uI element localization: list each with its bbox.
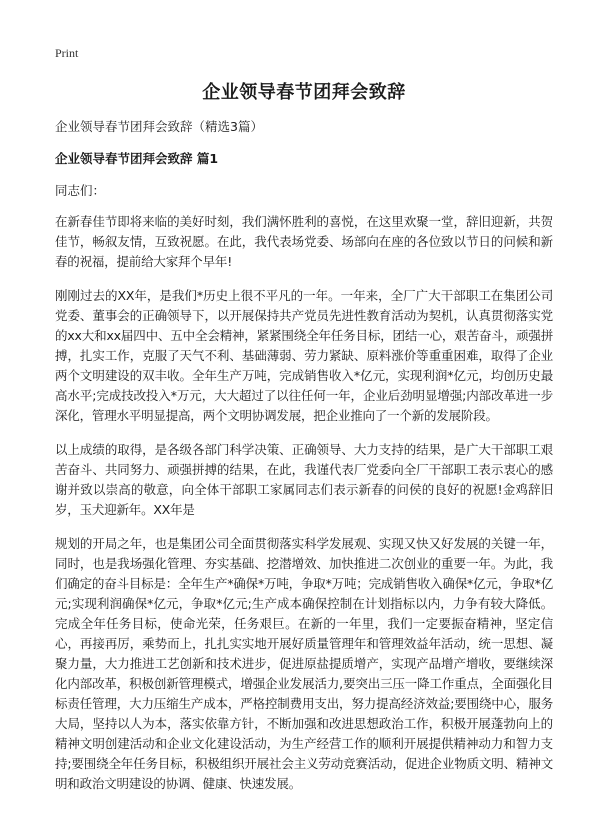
paragraph-3: 以上成绩的取得，是各级各部门科学决策、正确领导、大力支持的结果，是广大干部职工艰苦奋斗、共同努力、顽强拼搏的结果，在此，我谨代表厂党委向全厂干部职工表示衷心的感谢并致以崇高的敬意，向全体干部职工家属同志们表示新春的问侯的良好的祝愿!金鸡辞旧岁，玉犬迎新年。XX年是	[55, 442, 553, 517]
paragraph-1: 在新春佳节即将来临的美好时刻，我们满怀胜利的喜悦，在这里欢聚一堂，辞旧迎新，共贺佳节，畅叙友情，互致祝愿。在此，我代表场党委、场部向在座的各位致以节日的问候和新春的祝福，提前给大家拜个早年!	[55, 214, 553, 269]
print-label[interactable]: Print	[55, 46, 79, 60]
section-heading: 企业领导春节团拜会致辞 篇1	[55, 151, 219, 166]
paragraph-4: 规划的开局之年，也是集团公司全面贯彻落实科学发展观、实现又快又好发展的关键一年，同时，也是我场强化管理、夯实基础、挖潜增效、加快推进二次创业的重要一年。为此，我们确定的奋斗目标是：全年生产*确保*万吨，争取*万吨；完成销售收入确保*亿元，争取*亿元;实现利润确保*亿元，争取*亿元;生产成本确保控制在计划指标以内，力争有较大降低。完成全年任务目标，使命光荣，任务艰巨。在新的一年里，我们一定要振奋精神，坚定信心，再接再厉，乘势而上，扎扎实实地开展好质量管理年和管理效益年活动，统一思想、凝聚力量，大力推进工艺创新和技术进步，促进原盐提质增产，实现产品增产增收，要继续深化内部改革，积极创新管理模式，增强企业发展活力,要突出三压一降工作重点，全面强化目标责任管理，大力压缩生产成本，严格控制费用支出，努力提高经济效益;要围绕中心，服务大局，坚持以人为本，落实依靠方针，不断加强和改进思想政治工作，积极开展蓬勃向上的精神文明创建活动和企业文化建设活动，为生产经营工作的顺利开展提供精神动力和智力支持;要围绕全年任务目标，积极组织开展社会主义劳动竞赛活动，促进企业物质文明、精神文明和政治文明建设的协调、健康、快速发展。	[55, 536, 553, 791]
document-title: 企业领导春节团拜会致辞	[202, 82, 406, 103]
greeting: 同志们：	[55, 183, 106, 198]
document-subtitle: 企业领导春节团拜会致辞（精选3篇）	[55, 119, 263, 134]
paragraph-2: 刚刚过去的XX年，是我们*历史上很不平凡的一年。一年来，全厂广大干部职工在集团公司党委、董事会的正确领导下，以开展保持共产党员先进性教育活动为契机，认真贯彻落实党的xx大和xx届四中、五中全会精神，紧紧围绕全年任务目标，团结一心，艰苦奋斗，顽强拼搏，扎实工作，克服了天气不利、基础薄弱、劳力紧缺、原料涨价等重重困难，取得了企业两个文明建设的双丰收。全年生产万吨，完成销售收入*亿元，实现利润*亿元，均创历史最高水平;完成技改投入*万元，大大超过了以往任何一年，企业后劲明显增强;内部改革进一步深化，管理水平明显提高，两个文明协调发展，把企业推向了一个新的发展阶段。	[55, 288, 553, 423]
document-page	[55, 78, 553, 808]
